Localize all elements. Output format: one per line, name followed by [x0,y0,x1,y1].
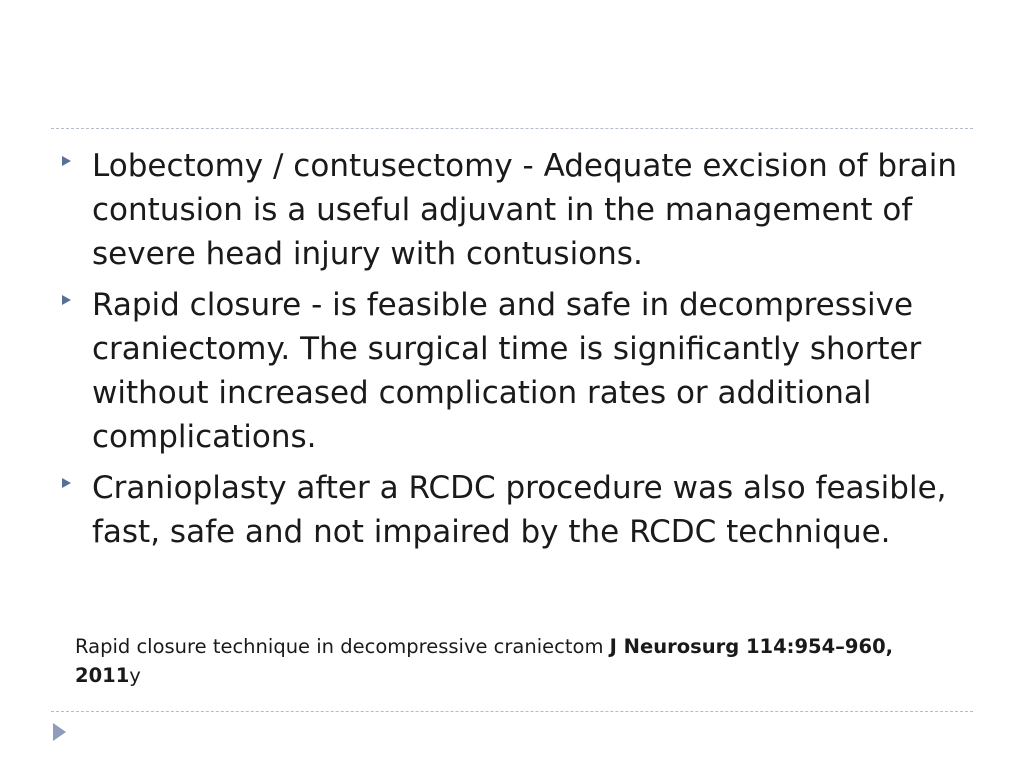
bottom-divider [51,711,973,712]
bullet-text: Lobectomy / contusectomy - Adequate excision of brain contusion is a useful adjuvant in the management of severe head injury with contusions. [92,148,958,272]
citation-suffix: y [129,664,141,687]
bullet-item [58,466,958,554]
citation [75,632,905,690]
triangle-bullet-icon [62,478,71,488]
bullet-item [58,144,958,276]
triangle-bullet-icon [62,295,71,305]
bullet-list [58,144,958,561]
bullet-text: Rapid closure - is feasible and safe in decompressive craniectomy. The surgical time is significantly shorter without increased complication rates or additional complications. [92,287,922,455]
bullet-text: Cranioplasty after a RCDC procedure was also feasible, fast, safe and not impaired by the RCDC technique. [92,470,947,550]
triangle-bullet-icon [62,156,71,166]
citation-text: Rapid closure technique in decompressive craniectom [75,635,610,658]
citation-journal: J Neurosurg 114:954–960, 2011 [75,635,894,687]
top-divider [51,128,973,129]
bullet-item [58,283,958,459]
next-slide-arrow-icon[interactable] [53,723,66,741]
